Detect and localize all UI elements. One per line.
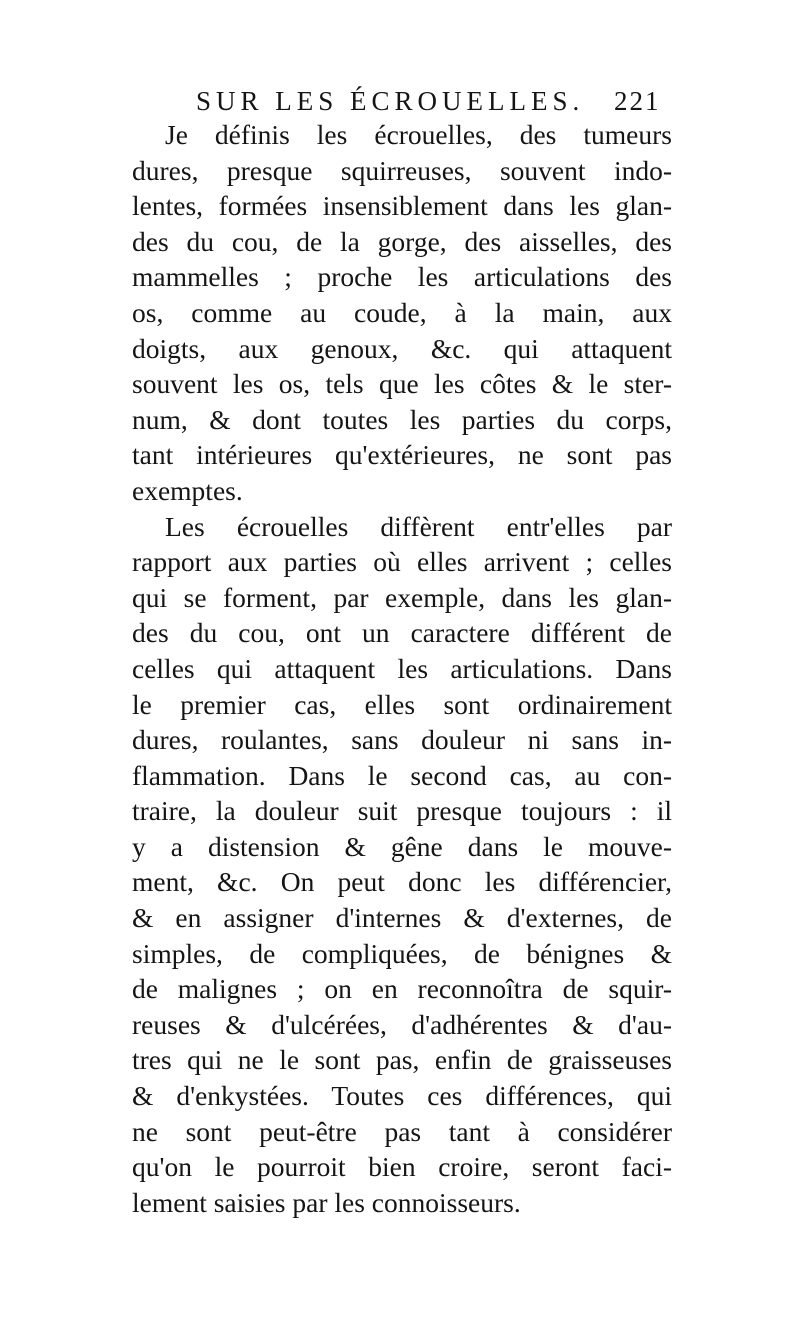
text-line: le premier cas, elles sont ordinairement [132, 688, 672, 720]
text-line: des du cou, de la gorge, des aisselles, des [132, 225, 672, 257]
text-line: rapport aux parties où elles arrivent ; celles [132, 546, 672, 578]
text-line: flammation. Dans le second cas, au con- [132, 759, 672, 791]
paragraph-1-last-line: exemptes. [132, 474, 243, 506]
paragraph-2-last-line: lement saisies par les connoisseurs. [132, 1186, 521, 1218]
paragraph-2-line-1: Les écrouelles diffèrent entr'elles par [165, 510, 672, 542]
text-line: traire, la douleur suit presque toujours : il [132, 795, 672, 827]
text-line: ment, &c. On peut donc les différencier, [132, 866, 672, 898]
text-line: qu'on le pourroit bien croire, seront faci- [132, 1151, 672, 1183]
text-line: dures, presque squirreuses, souvent indo- [132, 154, 672, 186]
text-line: reuses & d'ulcérées, d'adhérentes & d'au- [132, 1008, 672, 1040]
body-text [132, 117, 672, 1220]
text-line: qui se forment, par exemple, dans les glan- [132, 581, 672, 613]
text-line: ne sont peut-être pas tant à considérer [132, 1115, 672, 1147]
text-line: souvent les os, tels que les côtes & le ster- [132, 368, 672, 400]
text-line: dures, roulantes, sans douleur ni sans in- [132, 724, 672, 756]
text-line: tres qui ne le sont pas, enfin de graisseuses [132, 1044, 672, 1076]
text-line: simples, de compliquées, de bénignes & [132, 937, 672, 969]
text-line: des du cou, ont un caractere différent de [132, 617, 672, 649]
text-line: os, comme au coude, à la main, aux [132, 296, 672, 328]
text-line: & en assigner d'internes & d'externes, de [132, 902, 672, 934]
running-head [196, 83, 676, 119]
text-line: mammelles ; proche les articulations des [132, 261, 672, 293]
paragraph-1-line-1: Je définis les écrouelles, des tumeurs [165, 119, 672, 150]
running-title: SUR LES ÉCROUELLES. [196, 86, 585, 116]
page-number: 221 [614, 86, 661, 116]
text-line: tant intérieures qu'extérieures, ne sont pas [132, 439, 672, 471]
text-line: doigts, aux genoux, &c. qui attaquent [132, 332, 672, 364]
text-line: celles qui attaquent les articulations. Dans [132, 652, 672, 684]
text-line: & d'enkystées. Toutes ces différences, qui [132, 1080, 672, 1112]
text-line: lentes, formées insensiblement dans les glan- [132, 190, 672, 222]
text-line: y a distension & gêne dans le mouve- [132, 830, 672, 862]
text-line: de malignes ; on en reconnoîtra de squir- [132, 973, 672, 1005]
text-line: num, & dont toutes les parties du corps, [132, 403, 672, 435]
